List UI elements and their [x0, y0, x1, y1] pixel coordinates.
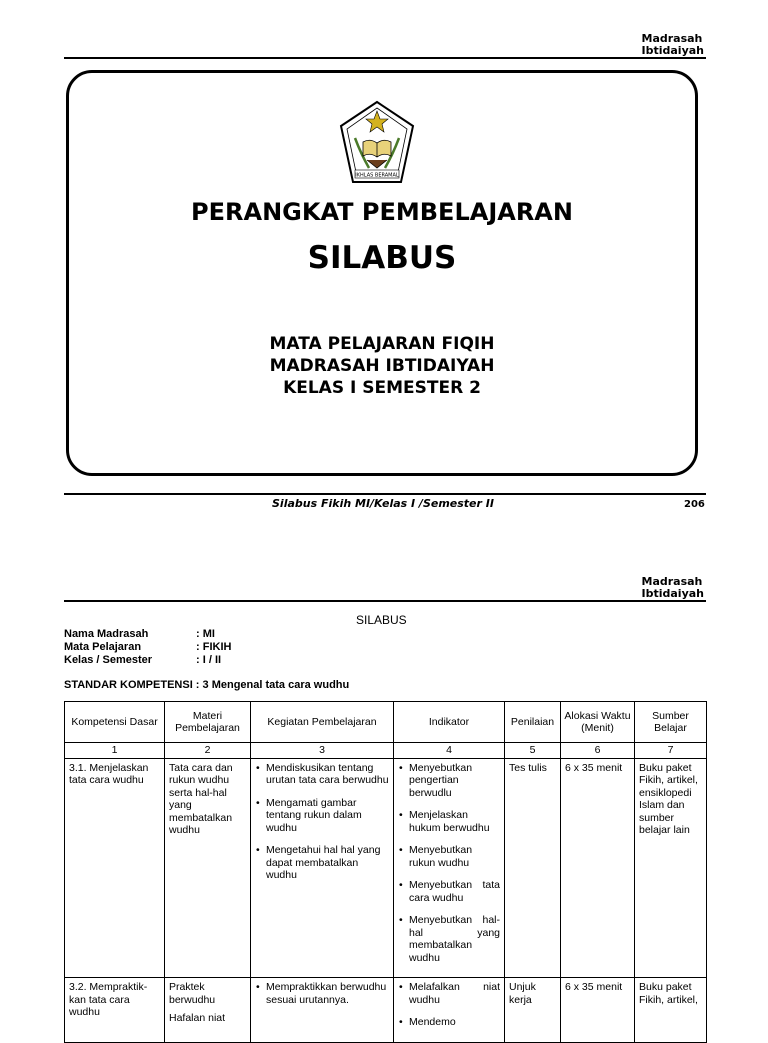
- syllabus-title: SILABUS: [356, 613, 407, 627]
- indikator-item: • Menyebutkan pengertian berwudlu: [409, 762, 500, 800]
- footer-rule: [64, 493, 706, 495]
- header-line-2: Ibtidaiyah: [641, 44, 704, 57]
- table-row: [65, 758, 707, 978]
- meta-label: Mata Pelajaran: [64, 641, 142, 653]
- meta-value: : FIKIH: [196, 641, 232, 653]
- page-number: 206: [684, 499, 705, 510]
- col-number: 4: [394, 743, 505, 759]
- title-big: SILABUS: [307, 240, 457, 276]
- title-main: PERANGKAT PEMBELAJARAN: [191, 198, 573, 226]
- indikator-item: • Mendemo: [409, 1016, 500, 1029]
- kegiatan-cell: [251, 978, 394, 1043]
- subtitle-line-1: MATA PELAJARAN FIQIH: [269, 334, 495, 354]
- meta-value: : I / II: [196, 654, 222, 666]
- page1-header: [642, 33, 705, 57]
- cover-frame: [66, 70, 698, 476]
- col-number: 6: [561, 743, 635, 759]
- header-line-2: Ibtidaiyah: [641, 587, 704, 600]
- indikator-item: • Menjelaskan hukum berwudhu: [409, 809, 500, 834]
- penilaian-cell: Unjuk kerja: [505, 978, 561, 1043]
- kegiatan-item: • Mempraktikkan berwudhu sesuai urutannya.: [266, 981, 389, 1006]
- col-header: Materi Pembelajaran: [165, 702, 251, 743]
- sumber-cell: Buku paket Fikih, artikel, ensiklopedi Islam dan sumber belajar lain: [635, 758, 707, 978]
- alokasi-cell: 6 x 35 menit: [561, 978, 635, 1043]
- meta-block: [64, 628, 231, 667]
- indikator-cell: [394, 758, 505, 978]
- ministry-logo: [337, 98, 417, 188]
- standar-kompetensi: STANDAR KOMPETENSI : 3 Mengenal tata cara wudhu: [64, 679, 350, 691]
- materi-text: Hafalan niat: [169, 1012, 226, 1024]
- sumber-cell: Buku paket Fikih, artikel,: [635, 978, 707, 1043]
- indikator-item: • Melafalkan niat wudhu: [409, 981, 500, 1006]
- meta-value: : MI: [196, 628, 215, 640]
- indikator-cell: [394, 978, 505, 1043]
- header-rule: [64, 57, 706, 59]
- header-rule: [64, 600, 706, 602]
- header-line-1: Madrasah: [641, 32, 703, 45]
- col-header: Penilaian: [505, 702, 561, 743]
- col-header: Kompetensi Dasar: [65, 702, 165, 743]
- column-number-row: [65, 743, 707, 759]
- kegiatan-item: • Mendiskusikan tentang urutan tata cara berwudhu: [266, 762, 389, 787]
- logo-motto: IKHLAS BERAMAL: [355, 172, 399, 179]
- materi-text: Praktek berwudhu: [169, 981, 216, 1006]
- col-header: Sumber Belajar: [635, 702, 707, 743]
- penilaian-cell: Tes tulis: [505, 758, 561, 978]
- kd-cell: 3.1. Menjelaskan tata cara wudhu: [65, 758, 165, 978]
- alokasi-cell: 6 x 35 menit: [561, 758, 635, 978]
- materi-cell: [165, 758, 251, 978]
- col-number: 7: [635, 743, 707, 759]
- header-line-1: Madrasah: [641, 575, 703, 588]
- col-number: 3: [251, 743, 394, 759]
- subtitle-line-3: KELAS I SEMESTER 2: [283, 378, 481, 398]
- indikator-item: • Menyebutkan hal-hal yang membatalkan wudhu: [409, 914, 500, 964]
- kd-cell: 3.2. Mempraktik-kan tata cara wudhu: [65, 978, 165, 1043]
- col-number: 1: [65, 743, 165, 759]
- col-header: Kegiatan Pembelajaran: [251, 702, 394, 743]
- kegiatan-cell: [251, 758, 394, 978]
- footer-text: Silabus Fikih MI/Kelas I /Semester II: [272, 497, 494, 510]
- col-header: Alokasi Waktu (Menit): [561, 702, 635, 743]
- kegiatan-item: • Mengamati gambar tentang rukun dalam wudhu: [266, 797, 389, 835]
- syllabus-table: [64, 701, 707, 1043]
- materi-text: Tata cara dan rukun wudhu serta hal-hal yang membatalkan wudhu: [169, 761, 233, 836]
- materi-cell: [165, 978, 251, 1043]
- subtitle-line-2: MADRASAH IBTIDAIYAH: [269, 356, 495, 376]
- page2-header: [642, 576, 705, 600]
- col-number: 2: [165, 743, 251, 759]
- col-number: 5: [505, 743, 561, 759]
- meta-label: Nama Madrasah: [64, 628, 149, 640]
- table-header-row: [65, 702, 707, 743]
- kegiatan-item: • Mengetahui hal hal yang dapat membatalkan wudhu: [266, 844, 389, 882]
- col-header: Indikator: [394, 702, 505, 743]
- table-row: [65, 978, 707, 1043]
- meta-label: Kelas / Semester: [64, 654, 153, 666]
- indikator-item: • Menyebutkan tata cara wudhu: [409, 879, 500, 904]
- indikator-item: • Menyebutkan rukun wudhu: [409, 844, 500, 869]
